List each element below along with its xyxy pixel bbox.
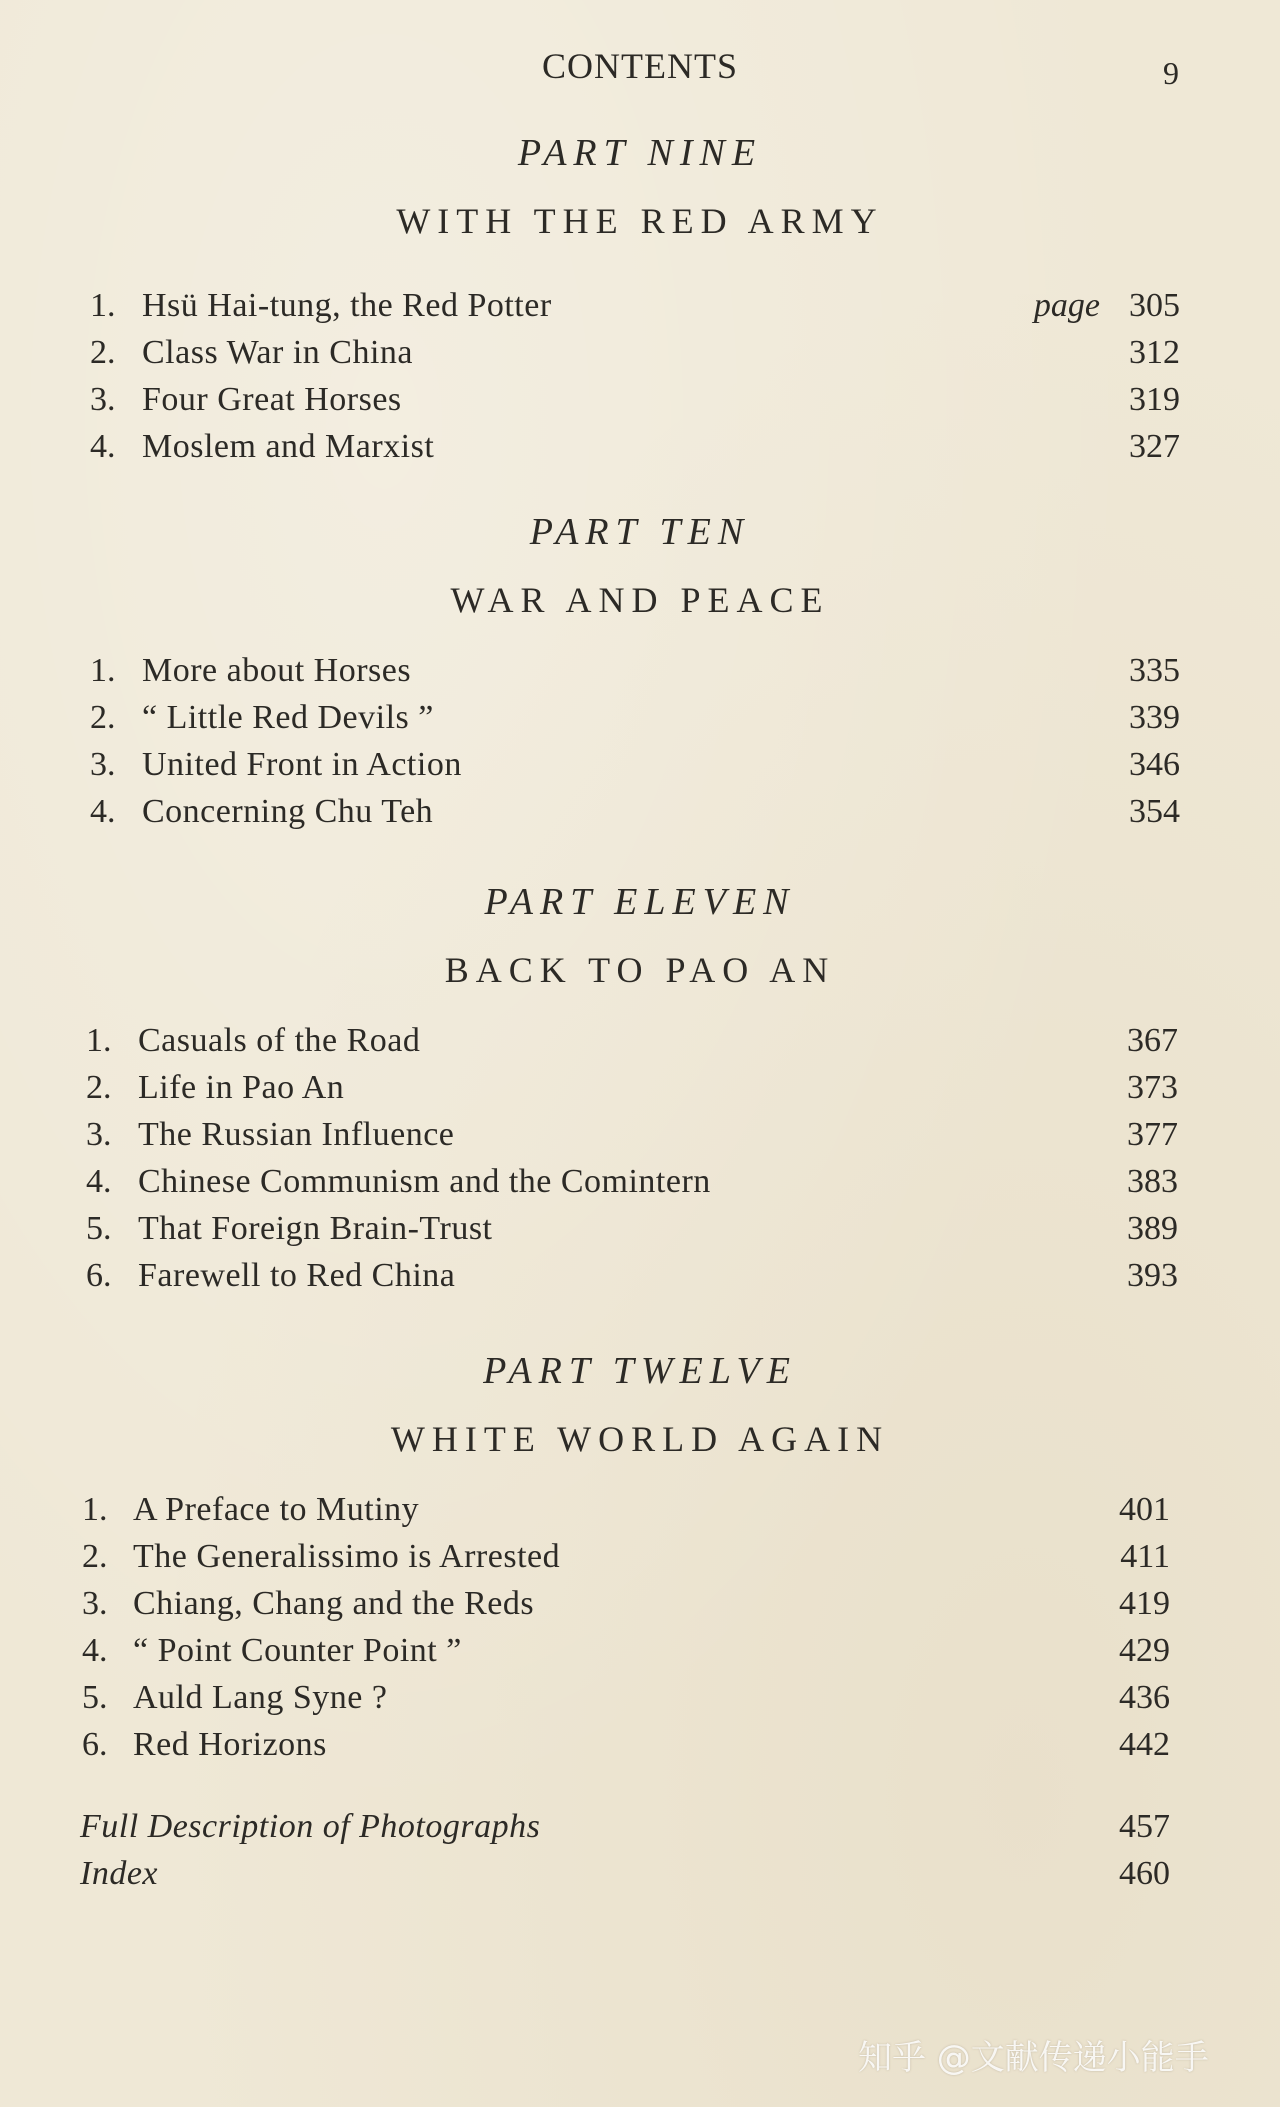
page-label: page bbox=[1033, 287, 1100, 324]
part-label: PART NINE bbox=[517, 132, 763, 174]
toc-entry-index bbox=[0, 1850, 1280, 1897]
chapter-title: Four Great Horses bbox=[142, 381, 402, 418]
part-title: BACK TO PAO AN bbox=[444, 950, 836, 990]
chapter-number: 5. bbox=[82, 1679, 108, 1716]
chapter-page: 442 bbox=[1119, 1726, 1170, 1763]
chapter-page: 393 bbox=[1127, 1257, 1178, 1294]
chapter-title: Casuals of the Road bbox=[138, 1022, 421, 1059]
chapter-page: 346 bbox=[1129, 746, 1180, 783]
chapter-number: 2. bbox=[90, 334, 116, 371]
chapter-number: 1. bbox=[90, 652, 116, 689]
chapter-page: 429 bbox=[1119, 1632, 1170, 1669]
part-title: WHITE WORLD AGAIN bbox=[390, 1419, 890, 1459]
part-title: WITH THE RED ARMY bbox=[396, 201, 884, 241]
toc-entry bbox=[0, 423, 1280, 470]
toc-entry bbox=[0, 647, 1280, 694]
watermark: 知乎 @文献传递小能手 bbox=[858, 2038, 1209, 2078]
back-matter-title: Index bbox=[80, 1855, 159, 1892]
chapter-title: Class War in China bbox=[142, 334, 414, 371]
back-matter-page: 457 bbox=[1119, 1808, 1170, 1845]
chapter-page: 389 bbox=[1127, 1210, 1178, 1247]
chapter-number: 6. bbox=[82, 1726, 108, 1763]
chapter-title: Chinese Communism and the Comintern bbox=[138, 1163, 711, 1200]
chapter-number: 4. bbox=[86, 1163, 112, 1200]
part-label: PART TWELVE bbox=[483, 1350, 797, 1392]
toc-entry bbox=[0, 1111, 1280, 1158]
chapter-number: 4. bbox=[90, 793, 116, 830]
chapter-title: Hsü Hai-tung, the Red Potter bbox=[142, 287, 552, 324]
part-ten-heading bbox=[0, 507, 1280, 625]
chapter-page: 305 bbox=[1129, 287, 1180, 324]
chapter-title: That Foreign Brain-Trust bbox=[138, 1210, 493, 1247]
chapter-title: A Preface to Mutiny bbox=[133, 1491, 420, 1528]
chapter-title: The Generalissimo is Arrested bbox=[133, 1538, 561, 1575]
chapter-title: Life in Pao An bbox=[138, 1069, 345, 1106]
part-eleven-heading bbox=[0, 877, 1280, 995]
chapter-title: United Front in Action bbox=[142, 746, 462, 783]
toc-entry bbox=[0, 1486, 1280, 1533]
chapter-page: 354 bbox=[1129, 793, 1180, 830]
toc-entry bbox=[0, 1252, 1280, 1299]
chapter-number: 1. bbox=[82, 1491, 108, 1528]
toc-entry bbox=[0, 1674, 1280, 1721]
chapter-page: 436 bbox=[1119, 1679, 1170, 1716]
chapter-number: 2. bbox=[82, 1538, 108, 1575]
part-nine-heading bbox=[0, 128, 1280, 246]
chapter-page: 327 bbox=[1129, 428, 1180, 465]
toc-entry-photographs bbox=[0, 1803, 1280, 1850]
chapter-page: 339 bbox=[1129, 699, 1180, 736]
chapter-page: 411 bbox=[1120, 1538, 1170, 1575]
chapter-page: 377 bbox=[1127, 1116, 1178, 1153]
chapter-number: 3. bbox=[86, 1116, 112, 1153]
toc-entry bbox=[0, 1158, 1280, 1205]
chapter-page: 373 bbox=[1127, 1069, 1178, 1106]
back-matter bbox=[0, 1803, 1280, 1897]
chapter-title: “ Point Counter Point ” bbox=[133, 1632, 462, 1669]
back-matter-title: Full Description of Photographs bbox=[80, 1808, 541, 1845]
part-twelve-chapters bbox=[0, 1486, 1280, 1768]
toc-entry bbox=[0, 1533, 1280, 1580]
page-number: 9 bbox=[1163, 55, 1179, 91]
chapter-title: Farewell to Red China bbox=[138, 1257, 456, 1294]
toc-entry bbox=[0, 1580, 1280, 1627]
chapter-page: 401 bbox=[1119, 1491, 1170, 1528]
chapter-page: 383 bbox=[1127, 1163, 1178, 1200]
toc-entry bbox=[0, 376, 1280, 423]
chapter-page: 419 bbox=[1119, 1585, 1170, 1622]
part-nine-chapters bbox=[0, 282, 1280, 470]
chapter-number: 2. bbox=[86, 1069, 112, 1106]
chapter-page: 367 bbox=[1127, 1022, 1178, 1059]
toc-entry bbox=[0, 1064, 1280, 1111]
chapter-page: 335 bbox=[1129, 652, 1180, 689]
chapter-title: The Russian Influence bbox=[138, 1116, 455, 1153]
part-ten-chapters bbox=[0, 647, 1280, 835]
toc-entry bbox=[0, 282, 1280, 329]
chapter-title: Moslem and Marxist bbox=[142, 428, 435, 465]
toc-entry bbox=[0, 1205, 1280, 1252]
part-title: WAR AND PEACE bbox=[450, 580, 830, 620]
chapter-title: “ Little Red Devils ” bbox=[142, 699, 434, 736]
chapter-page: 319 bbox=[1129, 381, 1180, 418]
chapter-number: 3. bbox=[90, 381, 116, 418]
chapter-number: 3. bbox=[90, 746, 116, 783]
toc-entry bbox=[0, 329, 1280, 376]
part-label: PART TEN bbox=[529, 511, 751, 553]
chapter-page: 312 bbox=[1129, 334, 1180, 371]
toc-entry bbox=[0, 1627, 1280, 1674]
chapter-title: Concerning Chu Teh bbox=[142, 793, 434, 830]
chapter-title: Auld Lang Syne ? bbox=[133, 1679, 388, 1716]
chapter-title: Chiang, Chang and the Reds bbox=[133, 1585, 535, 1622]
chapter-title: More about Horses bbox=[142, 652, 412, 689]
toc-entry bbox=[0, 788, 1280, 835]
running-head: CONTENTS bbox=[542, 46, 738, 86]
back-matter-page: 460 bbox=[1119, 1855, 1170, 1892]
chapter-number: 1. bbox=[90, 287, 116, 324]
toc-entry bbox=[0, 1721, 1280, 1768]
part-label: PART ELEVEN bbox=[484, 881, 796, 923]
chapter-number: 4. bbox=[82, 1632, 108, 1669]
chapter-number: 2. bbox=[90, 699, 116, 736]
toc-entry bbox=[0, 1017, 1280, 1064]
chapter-number: 4. bbox=[90, 428, 116, 465]
part-eleven-chapters bbox=[0, 1017, 1280, 1299]
toc-entry bbox=[0, 741, 1280, 788]
chapter-title: Red Horizons bbox=[133, 1726, 327, 1763]
chapter-number: 3. bbox=[82, 1585, 108, 1622]
chapter-number: 1. bbox=[86, 1022, 112, 1059]
part-twelve-heading bbox=[0, 1346, 1280, 1464]
chapter-number: 6. bbox=[86, 1257, 112, 1294]
chapter-number: 5. bbox=[86, 1210, 112, 1247]
toc-entry bbox=[0, 694, 1280, 741]
